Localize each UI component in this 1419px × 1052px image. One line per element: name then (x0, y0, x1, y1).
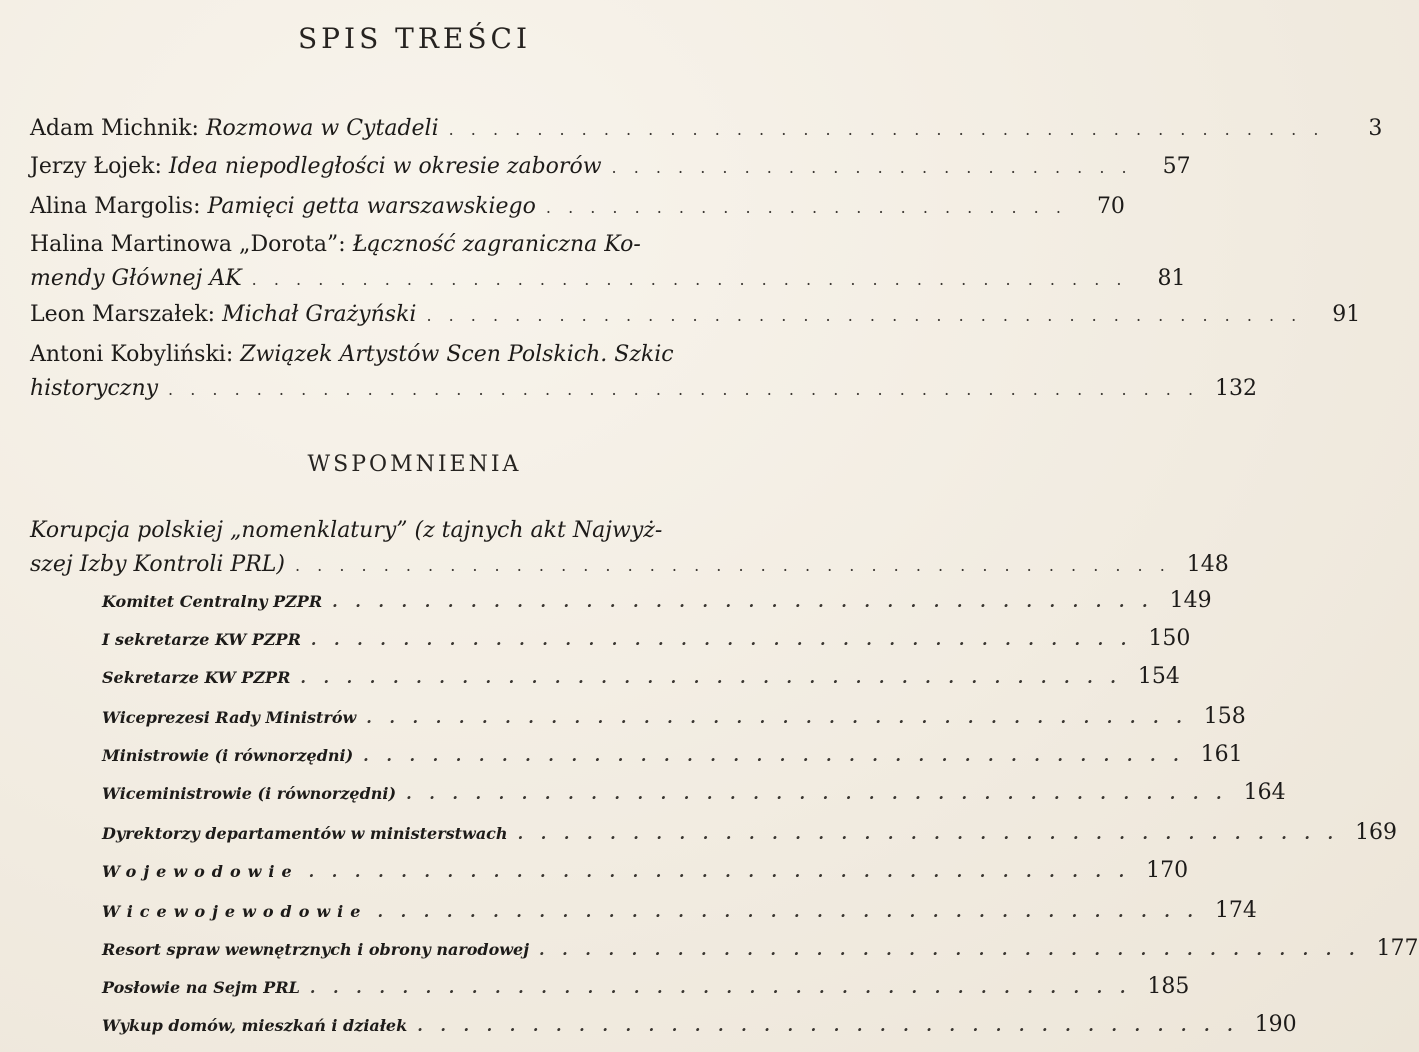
subitem-label: Wiceprezesi Rady Ministrów (102, 708, 357, 727)
dot-leader: . . . . . . . . . . . . . . . . . . . . . . . . . . . . . . . . . . . . (332, 592, 1154, 611)
entry-title: Michał Grażyński (222, 302, 417, 327)
section-title: WSPOMNIENIA (307, 452, 522, 477)
entry-title-line1: Korupcja polskiej „nomenklatury” (z tajnych akt Najwyż- (30, 518, 663, 543)
entry-title: Pamięci getta warszawskiego (207, 194, 536, 219)
toc-entry (30, 298, 1361, 333)
dot-leader: . . . . . . . . . . . . . . . . . . . . . . . . . . . . . . . . . . . . . . . . (295, 556, 1171, 575)
entry-page: 91 (1332, 302, 1361, 327)
entry-author: Jerzy Łojek: (30, 154, 162, 179)
entry-author: Halina Martinowa „Dorota”: (30, 232, 346, 257)
entry-page: 132 (1215, 376, 1258, 401)
subitem-label: Posłowie na Sejm PRL (102, 978, 300, 997)
toc-subitem (102, 740, 1243, 771)
dot-leader: . . . . . . . . . . . . . . . . . . . . . . . . . . . . . . . . . . . . (366, 708, 1188, 727)
subitem-label: Sekretarze KW PZPR (102, 668, 291, 687)
dot-leader: . . . . . . . . . . . . . . . . . . . . . . . . . . . . . . . . . . . . . . . . . . . . . . . (168, 380, 1200, 399)
toc-subitem (102, 934, 1419, 965)
subitem-label: Wicewojewodowie (102, 902, 368, 921)
toc-subitem (102, 624, 1191, 655)
entry-page: 148 (1186, 552, 1229, 577)
entry-page: 3 (1368, 116, 1383, 141)
entry-author: Alina Margolis: (30, 194, 201, 219)
subitem-label: Ministrowie (i równorzędni) (102, 746, 354, 765)
subitem-label: Dyrektorzy departamentów w ministerstwach (102, 824, 508, 843)
toc-subitem (102, 972, 1190, 1003)
page-title: SPIS TREŚCI (297, 22, 532, 55)
subitem-page: 170 (1146, 858, 1189, 883)
subitem-label: Komitet Centralny PZPR (102, 592, 323, 611)
dot-leader: . . . . . . . . . . . . . . . . . . . . . . . . . . . . . . . . . . . . . . . . (448, 120, 1325, 139)
subitem-page: 169 (1355, 820, 1398, 845)
dot-leader: . . . . . . . . . . . . . . . . . . . . . . . . . . . . . . . . . . . . (377, 902, 1199, 921)
entry-author: Adam Michnik: (30, 116, 199, 141)
dot-leader: . . . . . . . . . . . . . . . . . . . . . . . . . . . . . . . . . . . . (308, 862, 1131, 881)
entry-title-line2: historyczny (30, 376, 159, 401)
toc-subitem (102, 818, 1398, 849)
subitem-page: 154 (1137, 664, 1180, 689)
subitem-page: 158 (1203, 704, 1246, 729)
dot-leader: . . . . . . . . . . . . . . . . . . . . . . . . (611, 158, 1133, 177)
subitem-page: 174 (1214, 898, 1257, 923)
subitem-label: Wiceministrowie (i równorzędni) (102, 784, 397, 803)
toc-entry (30, 150, 1191, 185)
toc-subitem (102, 662, 1180, 693)
subitem-page: 177 (1376, 936, 1419, 961)
toc-subitem (102, 896, 1257, 927)
subitem-label: Wykup domów, mieszkań i działek (102, 1016, 408, 1035)
dot-leader: . . . . . . . . . . . . . . . . . . . . . . . . . . . . . . . . . . . . (539, 940, 1361, 959)
entry-title-line1: Łączność zagraniczna Ko- (352, 232, 641, 257)
toc-subitem (102, 586, 1212, 617)
toc-entry (30, 514, 1229, 583)
dot-leader: . . . . . . . . . . . . . . . . . . . . . . . . . . . . . . . . . . . . . . . . (426, 306, 1303, 325)
subitem-page: 149 (1169, 588, 1212, 613)
subitem-page: 190 (1254, 1012, 1297, 1037)
entry-author: Leon Marszałek: (30, 302, 216, 327)
toc-entry (30, 190, 1125, 225)
toc-entry (30, 228, 1186, 297)
toc-entry (30, 112, 1383, 147)
toc-subitem (102, 778, 1286, 809)
subitem-page: 164 (1243, 780, 1286, 805)
entry-title: Idea niepodległości w okresie zaborów (168, 154, 602, 179)
subitem-label: Wojewodowie (102, 862, 299, 881)
entry-author: Antoni Kobyliński: (30, 342, 234, 367)
dot-leader: . . . . . . . . . . . . . . . . . . . . . . . . . . . . . . . . . . . . (417, 1016, 1239, 1035)
entry-page: 70 (1096, 194, 1125, 219)
entry-title-line2: szej Izby Kontroli PRL) (30, 552, 285, 577)
dot-leader: . . . . . . . . . . . . . . . . . . . . . . . . . . . . . . . . . . . . (309, 978, 1132, 997)
entry-page: 57 (1162, 154, 1191, 179)
toc-entry (30, 338, 1258, 407)
dot-leader: . . . . . . . . . . . . . . . . . . . . . . . . . . . . . . . . . . . . (310, 630, 1133, 649)
dot-leader: . . . . . . . . . . . . . . . . . . . . . . . . . . . . . . . . . . . . (406, 784, 1228, 803)
entry-title-line1: Związek Artystów Scen Polskich. Szkic (240, 342, 674, 367)
subitem-label: Resort spraw wewnętrznych i obrony narodowej (102, 940, 530, 959)
dot-leader: . . . . . . . . . . . . . . . . . . . . . . . . (545, 198, 1067, 217)
subitem-page: 185 (1147, 974, 1190, 999)
dot-leader: . . . . . . . . . . . . . . . . . . . . . . . . . . . . . . . . . . . . . . . . (251, 270, 1128, 289)
toc-subitem (102, 702, 1246, 733)
entry-title-line2: mendy Głównej AK (30, 266, 242, 291)
entry-page: 81 (1157, 266, 1186, 291)
toc-subitem (102, 856, 1189, 887)
dot-leader: . . . . . . . . . . . . . . . . . . . . . . . . . . . . . . . . . . . . (300, 668, 1122, 687)
subitem-page: 161 (1200, 742, 1243, 767)
entry-title: Rozmowa w Cytadeli (205, 116, 439, 141)
toc-subitem (102, 1010, 1297, 1041)
dot-leader: . . . . . . . . . . . . . . . . . . . . . . . . . . . . . . . . . . . . (363, 746, 1185, 765)
subitem-label: I sekretarze KW PZPR (102, 630, 301, 649)
dot-leader: . . . . . . . . . . . . . . . . . . . . . . . . . . . . . . . . . . . . (517, 824, 1340, 843)
subitem-page: 150 (1148, 626, 1191, 651)
